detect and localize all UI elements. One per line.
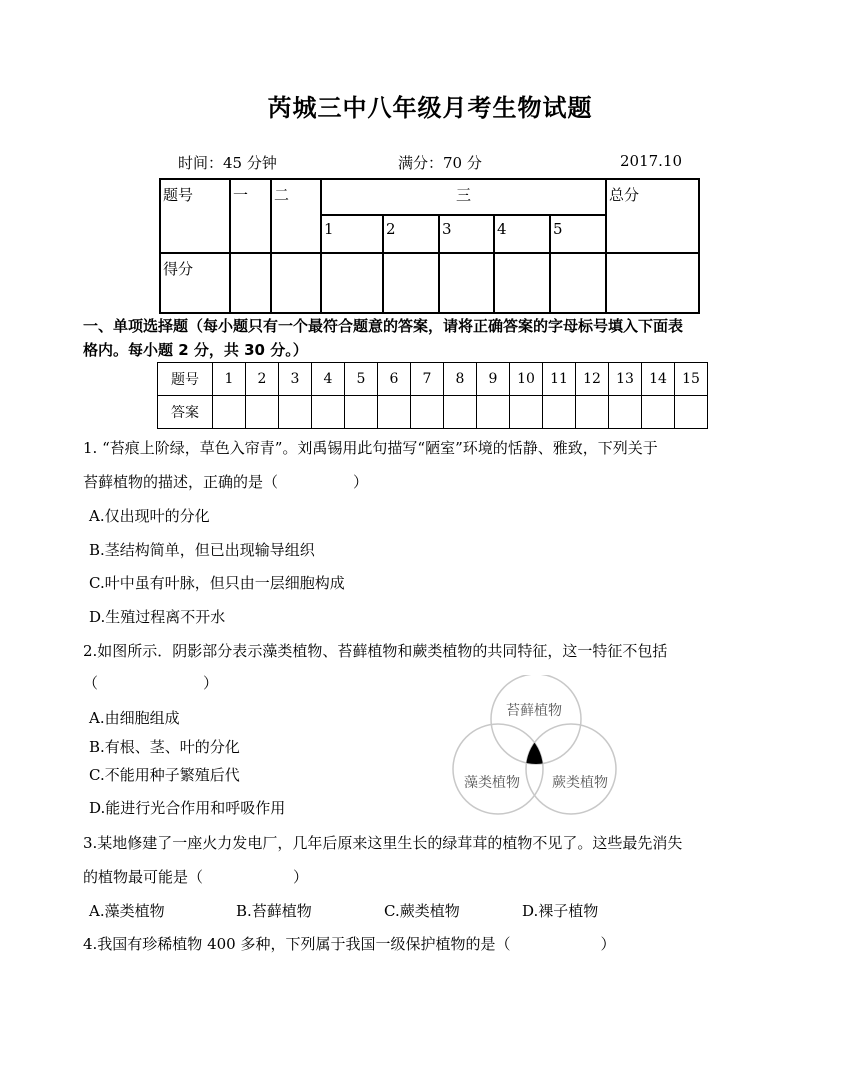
answer-table-num: 4 <box>312 363 345 396</box>
answer-cell[interactable] <box>642 396 675 429</box>
venn-label-fern: 蕨类植物 <box>552 775 608 791</box>
answer-cell[interactable] <box>312 396 345 429</box>
answer-table-num: 11 <box>543 363 576 396</box>
question-2-option-d: D.能进行光合作用和呼吸作用 <box>89 799 286 817</box>
answer-table-num: 14 <box>642 363 675 396</box>
answer-table-header: 题号 <box>158 363 213 396</box>
question-1-option-a: A.仅出现叶的分化 <box>89 507 210 525</box>
answer-cell[interactable] <box>543 396 576 429</box>
answer-table-num: 1 <box>213 363 246 396</box>
question-2-option-a: A.由细胞组成 <box>89 709 180 727</box>
answer-table-num: 8 <box>444 363 477 396</box>
answer-table-num: 2 <box>246 363 279 396</box>
section-heading-line: 一、单项选择题（每小题只有一个最符合题意的答案，请将正确答案的字母标号填入下面表 <box>83 317 684 335</box>
question-1-option-b: B.茎结构简单，但已出现输导组织 <box>89 541 315 559</box>
question-2-text: 2.如图所示．阴影部分表示藻类植物、苔藓植物和蕨类植物的共同特征，这一特征不包括 <box>83 642 668 660</box>
question-1-option-c: C.叶中虽有叶脉，但只由一层细胞构成 <box>89 574 345 592</box>
answer-cell[interactable] <box>510 396 543 429</box>
score-cell[interactable] <box>606 253 699 313</box>
exam-time: 时间：45 分钟 <box>178 154 277 172</box>
score-table <box>159 178 700 314</box>
score-table-sub: 5 <box>550 215 606 253</box>
answer-table <box>157 362 708 429</box>
question-3-option-a: A.藻类植物 <box>89 902 165 920</box>
score-table-sub: 1 <box>321 215 383 253</box>
answer-cell[interactable] <box>444 396 477 429</box>
answer-table-row-label: 答案 <box>158 396 213 429</box>
score-table-sub: 4 <box>494 215 550 253</box>
answer-table-num: 3 <box>279 363 312 396</box>
venn-circle-fern <box>526 724 616 814</box>
venn-label-moss: 苔藓植物 <box>506 703 562 719</box>
score-cell[interactable] <box>494 253 550 313</box>
score-table-col-1: 一 <box>230 179 271 253</box>
question-3-option-d: D.裸子植物 <box>522 902 599 920</box>
question-3-option-b: B.苔藓植物 <box>236 902 312 920</box>
answer-table-num: 6 <box>378 363 411 396</box>
score-cell[interactable] <box>321 253 383 313</box>
answer-cell[interactable] <box>477 396 510 429</box>
score-table-total: 总分 <box>606 179 699 253</box>
answer-cell[interactable] <box>213 396 246 429</box>
venn-label-algae: 藻类植物 <box>464 775 520 791</box>
answer-cell[interactable] <box>576 396 609 429</box>
answer-table-num: 12 <box>576 363 609 396</box>
question-2-text: （ ） <box>83 674 219 692</box>
score-cell[interactable] <box>383 253 439 313</box>
question-3-text: 的植物最可能是（ ） <box>83 868 309 886</box>
score-table-sub: 2 <box>383 215 439 253</box>
score-table-header: 题号 <box>160 179 230 253</box>
section-heading-line: 格内。每小题 2 分，共 30 分。） <box>83 341 308 359</box>
answer-table-num: 10 <box>510 363 543 396</box>
score-cell[interactable] <box>271 253 321 313</box>
answer-table-num: 9 <box>477 363 510 396</box>
question-3-text: 3.某地修建了一座火力发电厂，几年后原来这里生长的绿茸茸的植物不见了。这些最先消失 <box>83 834 683 852</box>
exam-date: 2017.10 <box>620 152 683 170</box>
venn-diagram <box>440 675 630 825</box>
question-4-text: 4.我国有珍稀植物 400 多种，下列属于我国一级保护植物的是（ ） <box>83 935 616 953</box>
answer-cell[interactable] <box>411 396 444 429</box>
score-table-row-label: 得分 <box>160 253 230 313</box>
question-3-option-c: C.蕨类植物 <box>384 902 460 920</box>
answer-cell[interactable] <box>345 396 378 429</box>
answer-cell[interactable] <box>279 396 312 429</box>
score-table-sub: 3 <box>439 215 494 253</box>
question-2-option-c: C.不能用种子繁殖后代 <box>89 766 240 784</box>
question-1-option-d: D.生殖过程离不开水 <box>89 608 226 626</box>
score-cell[interactable] <box>230 253 271 313</box>
exam-full-score: 满分：70 分 <box>398 154 482 172</box>
answer-table-num: 7 <box>411 363 444 396</box>
question-2-option-b: B.有根、茎、叶的分化 <box>89 738 240 756</box>
answer-table-num: 13 <box>609 363 642 396</box>
answer-cell[interactable] <box>378 396 411 429</box>
section-heading <box>83 314 783 362</box>
venn-circle-algae <box>453 724 543 814</box>
score-cell[interactable] <box>439 253 494 313</box>
score-table-col-3: 三 <box>321 179 606 215</box>
answer-table-num: 5 <box>345 363 378 396</box>
answer-cell[interactable] <box>246 396 279 429</box>
answer-cell[interactable] <box>609 396 642 429</box>
score-cell[interactable] <box>550 253 606 313</box>
question-1-text: 1. “苔痕上阶绿，草色入帘青”。刘禹锡用此句描写“陋室”环境的恬静、雅致，下列关于 <box>83 439 658 457</box>
question-1-text: 苔藓植物的描述，正确的是（ ） <box>83 473 369 491</box>
answer-cell[interactable] <box>675 396 708 429</box>
answer-table-num: 15 <box>675 363 708 396</box>
score-table-col-2: 二 <box>271 179 321 253</box>
page-title: 芮城三中八年级月考生物试题 <box>267 94 593 122</box>
